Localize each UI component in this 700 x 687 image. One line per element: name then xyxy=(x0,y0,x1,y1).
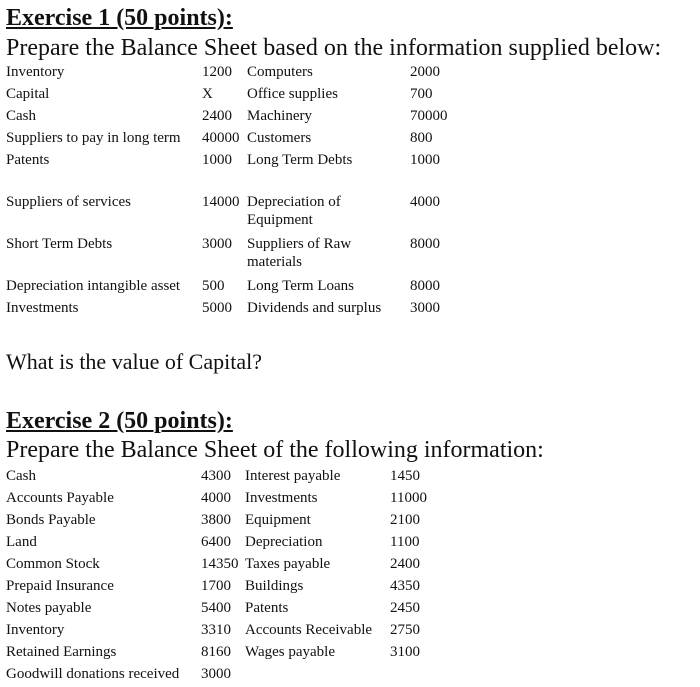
ex1-row-value-1: 1000 xyxy=(202,152,232,168)
ex2-row-label-2: Patents xyxy=(245,600,289,616)
ex2-row-label-1: Prepaid Insurance xyxy=(6,578,114,594)
ex2-row-value-1: 5400 xyxy=(201,600,231,616)
ex1-question: What is the value of Capital? xyxy=(6,349,262,374)
ex2-row-value-2: 2100 xyxy=(390,512,420,528)
ex1-row-value-2: 700 xyxy=(410,86,433,102)
ex1-row-label-2: Customers xyxy=(247,130,312,146)
ex1-row-label-1: Investments xyxy=(6,300,79,316)
ex2-row-value-2: 2400 xyxy=(390,556,420,572)
ex1-row-value-2: 70000 xyxy=(410,108,448,124)
ex2-row-value-1: 6400 xyxy=(201,534,231,550)
ex2-row-value-1: 1700 xyxy=(201,578,231,594)
ex1-row-value-1: X xyxy=(202,86,213,102)
ex1-row-label-1: Depreciation intangible asset xyxy=(6,278,181,294)
ex1-row-label-1: Cash xyxy=(6,108,36,124)
ex1-row-value-2: 1000 xyxy=(410,152,440,168)
ex1-row-value-1: 5000 xyxy=(202,300,232,316)
ex2-row-value-1: 14350 xyxy=(201,556,239,572)
ex2-row-label-2: Depreciation xyxy=(245,534,323,550)
ex2-row-label-1: Notes payable xyxy=(6,600,92,616)
ex1-row-value-2: 3000 xyxy=(410,300,440,316)
ex2-row-label-1: Bonds Payable xyxy=(6,512,96,528)
ex2-row-value-1: 3800 xyxy=(201,512,231,528)
ex1-row-label-2: Office supplies xyxy=(247,86,338,102)
ex2-row-value-2: 4350 xyxy=(390,578,420,594)
ex1-row-value-1: 500 xyxy=(202,278,225,294)
ex2-row-value-2: 3100 xyxy=(390,644,420,660)
ex2-row-label-2: Accounts Receivable xyxy=(245,622,373,638)
ex2-row-label-2: Wages payable xyxy=(245,644,335,660)
ex2-row-label-1: Accounts Payable xyxy=(6,490,114,506)
ex2-row-label-2: Buildings xyxy=(245,578,304,594)
ex1-row-label-1: Suppliers to pay in long term xyxy=(6,130,181,146)
ex2-row-value-2: 11000 xyxy=(390,490,427,506)
ex2-row-value-2: 1100 xyxy=(390,534,420,550)
exercise-1-instructions: Prepare the Balance Sheet based on the information supplied below: xyxy=(6,35,662,61)
ex2-row-value-1: 4000 xyxy=(201,490,231,506)
ex2-row-label-2: Equipment xyxy=(245,512,311,528)
ex2-row-label-1: Common Stock xyxy=(6,556,100,572)
ex1-row-value-2: 2000 xyxy=(410,64,440,80)
ex1-row-value-1: 2400 xyxy=(202,108,232,124)
ex1-row-label-2: Computers xyxy=(247,64,313,80)
ex2-row-value-1: 3000 xyxy=(201,666,231,682)
ex2-row-label-1: Cash xyxy=(6,468,36,484)
ex2-row-value-1: 4300 xyxy=(201,468,231,484)
ex1-row-value-2: 8000 xyxy=(410,236,440,252)
ex2-row-value-1: 3310 xyxy=(201,622,231,638)
ex1-row-value-1: 40000 xyxy=(202,130,240,146)
exercise-2-title: Exercise 2 (50 points): xyxy=(6,408,233,434)
ex2-row-value-2: 1450 xyxy=(390,468,420,484)
ex1-row-value-1: 1200 xyxy=(202,64,232,80)
ex1-row-value-2: 4000 xyxy=(410,194,440,210)
ex1-row-label-2: Depreciation of Equipment xyxy=(247,194,341,228)
ex1-row-label-1: Capital xyxy=(6,86,50,102)
ex1-row-label-2: Dividends and surplus xyxy=(247,300,382,316)
ex1-row-label-1: Short Term Debts xyxy=(6,236,113,252)
ex2-row-value-2: 2450 xyxy=(390,600,420,616)
ex2-row-label-1: Retained Earnings xyxy=(6,644,117,660)
ex2-row-value-1: 8160 xyxy=(201,644,231,660)
ex1-row-value-1: 14000 xyxy=(202,194,240,210)
ex2-row-label-2: Investments xyxy=(245,490,318,506)
ex2-row-label-1: Goodwill donations received xyxy=(6,666,180,682)
ex2-row-label-2: Interest payable xyxy=(245,468,341,484)
ex1-row-value-1: 3000 xyxy=(202,236,232,252)
ex1-row-label-2: Suppliers of Raw materials xyxy=(247,236,352,270)
ex1-row-label-2: Long Term Loans xyxy=(247,278,354,294)
ex2-row-label-1: Land xyxy=(6,534,37,550)
exercise-1-title: Exercise 1 (50 points): xyxy=(6,5,233,31)
ex2-row-label-1: Inventory xyxy=(6,622,65,638)
ex1-row-value-2: 800 xyxy=(410,130,433,146)
ex1-row-value-2: 8000 xyxy=(410,278,440,294)
exercise-2-instructions: Prepare the Balance Sheet of the following information: xyxy=(6,437,544,463)
ex2-row-value-2: 2750 xyxy=(390,622,420,638)
ex1-row-label-2: Long Term Debts xyxy=(247,152,353,168)
ex1-row-label-2: Machinery xyxy=(247,108,312,124)
ex1-row-label-1: Patents xyxy=(6,152,50,168)
ex1-row-label-1: Suppliers of services xyxy=(6,194,131,210)
ex1-row-label-1: Inventory xyxy=(6,64,65,80)
ex2-row-label-2: Taxes payable xyxy=(245,556,331,572)
